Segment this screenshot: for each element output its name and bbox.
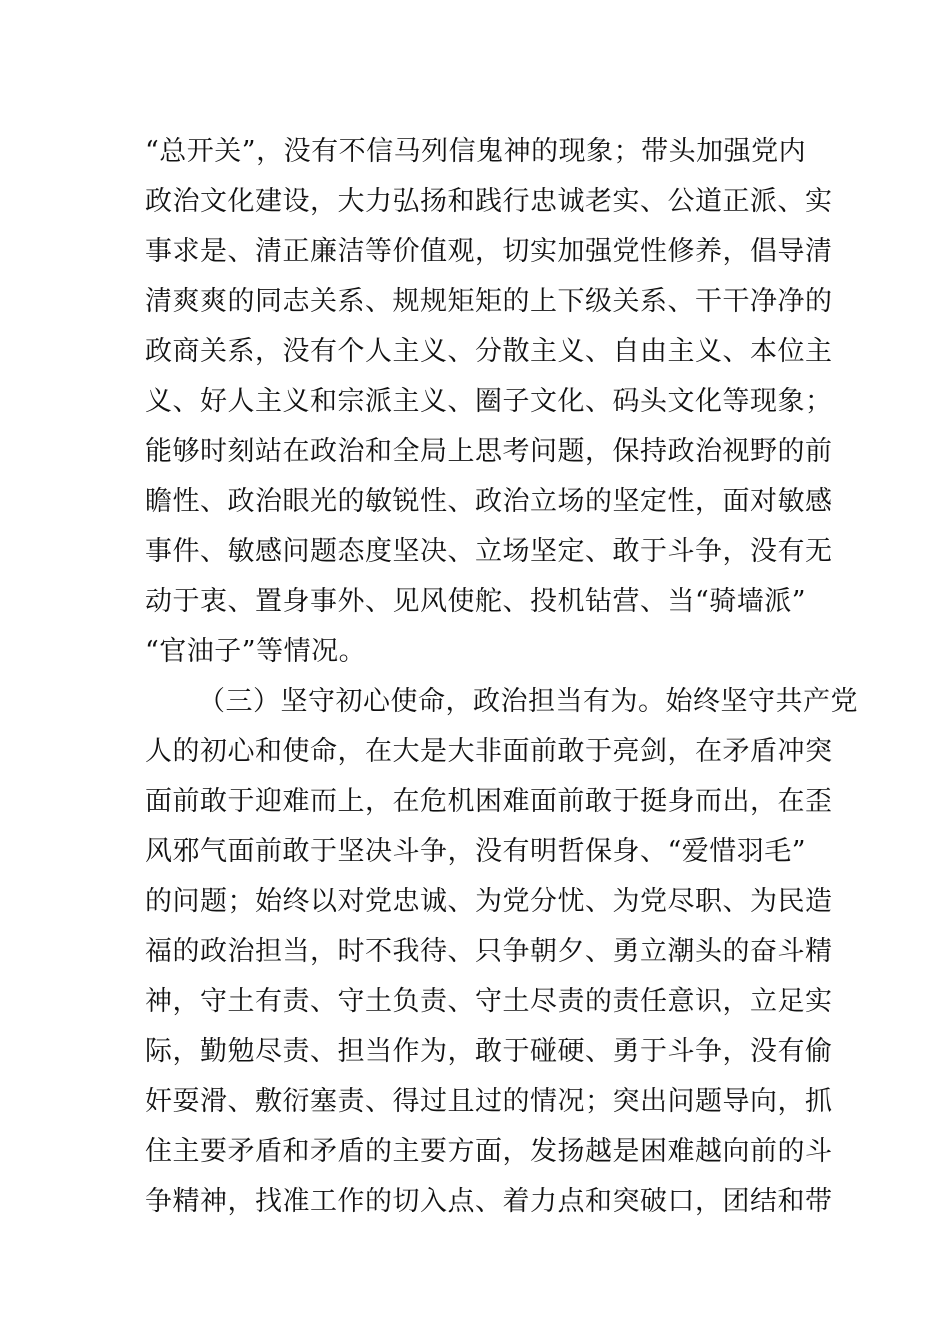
text-line-15: 风邪气面前敢于坚决斗争，没有明哲保身、“爱惜羽毛” — [145, 836, 807, 867]
text-line-3: 事求是、清正廉洁等价值观，切实加强党性修养，倡导清 — [145, 236, 833, 267]
text-line-4: 清爽爽的同志关系、规规矩矩的上下级关系、干干净净的 — [145, 286, 833, 317]
text-line-5: 政商关系，没有个人主义、分散主义、自由主义、本位主 — [145, 336, 833, 367]
text-line-14: 面前敢于迎难而上，在危机困难面前敢于挺身而出，在歪 — [145, 786, 833, 817]
text-line-11: “官油子”等情况。 — [145, 636, 367, 667]
text-line-8: 瞻性、政治眼光的敏锐性、政治立场的坚定性，面对敏感 — [145, 486, 833, 517]
section-heading-line: （三）坚守初心使命，政治担当有为。始终坚守共产党 — [198, 686, 858, 717]
text-line-20: 奸耍滑、敷衍塞责、得过且过的情况；突出问题导向，抓 — [145, 1086, 833, 1117]
text-line-17: 福的政治担当，时不我待、只争朝夕、勇立潮头的奋斗精 — [145, 936, 833, 967]
text-line-10: 动于衷、置身事外、见风使舵、投机钻营、当“骑墙派” — [145, 586, 807, 617]
text-line-22: 争精神，找准工作的切入点、着力点和突破口，团结和带 — [145, 1186, 833, 1217]
text-line-21: 住主要矛盾和矛盾的主要方面，发扬越是困难越向前的斗 — [145, 1136, 833, 1167]
text-line-16: 的问题；始终以对党忠诚、为党分忧、为党尽职、为民造 — [145, 886, 833, 917]
text-line-1: “总开关”，没有不信马列信鬼神的现象；带头加强党内 — [145, 136, 807, 167]
text-line-7: 能够时刻站在政治和全局上思考问题，保持政治视野的前 — [145, 436, 833, 467]
text-line-2: 政治文化建设，大力弘扬和践行忠诚老实、公道正派、实 — [145, 186, 833, 217]
text-line-6: 义、好人主义和宗派主义、圈子文化、码头文化等现象； — [145, 386, 833, 417]
text-line-18: 神，守土有责、守土负责、守土尽责的责任意识，立足实 — [145, 986, 833, 1017]
text-line-13: 人的初心和使命，在大是大非面前敢于亮剑，在矛盾冲突 — [145, 736, 833, 767]
text-line-19: 际，勤勉尽责、担当作为，敢于碰硬、勇于斗争，没有偷 — [145, 1036, 833, 1067]
text-line-9: 事件、敏感问题态度坚决、立场坚定、敢于斗争，没有无 — [145, 536, 833, 567]
